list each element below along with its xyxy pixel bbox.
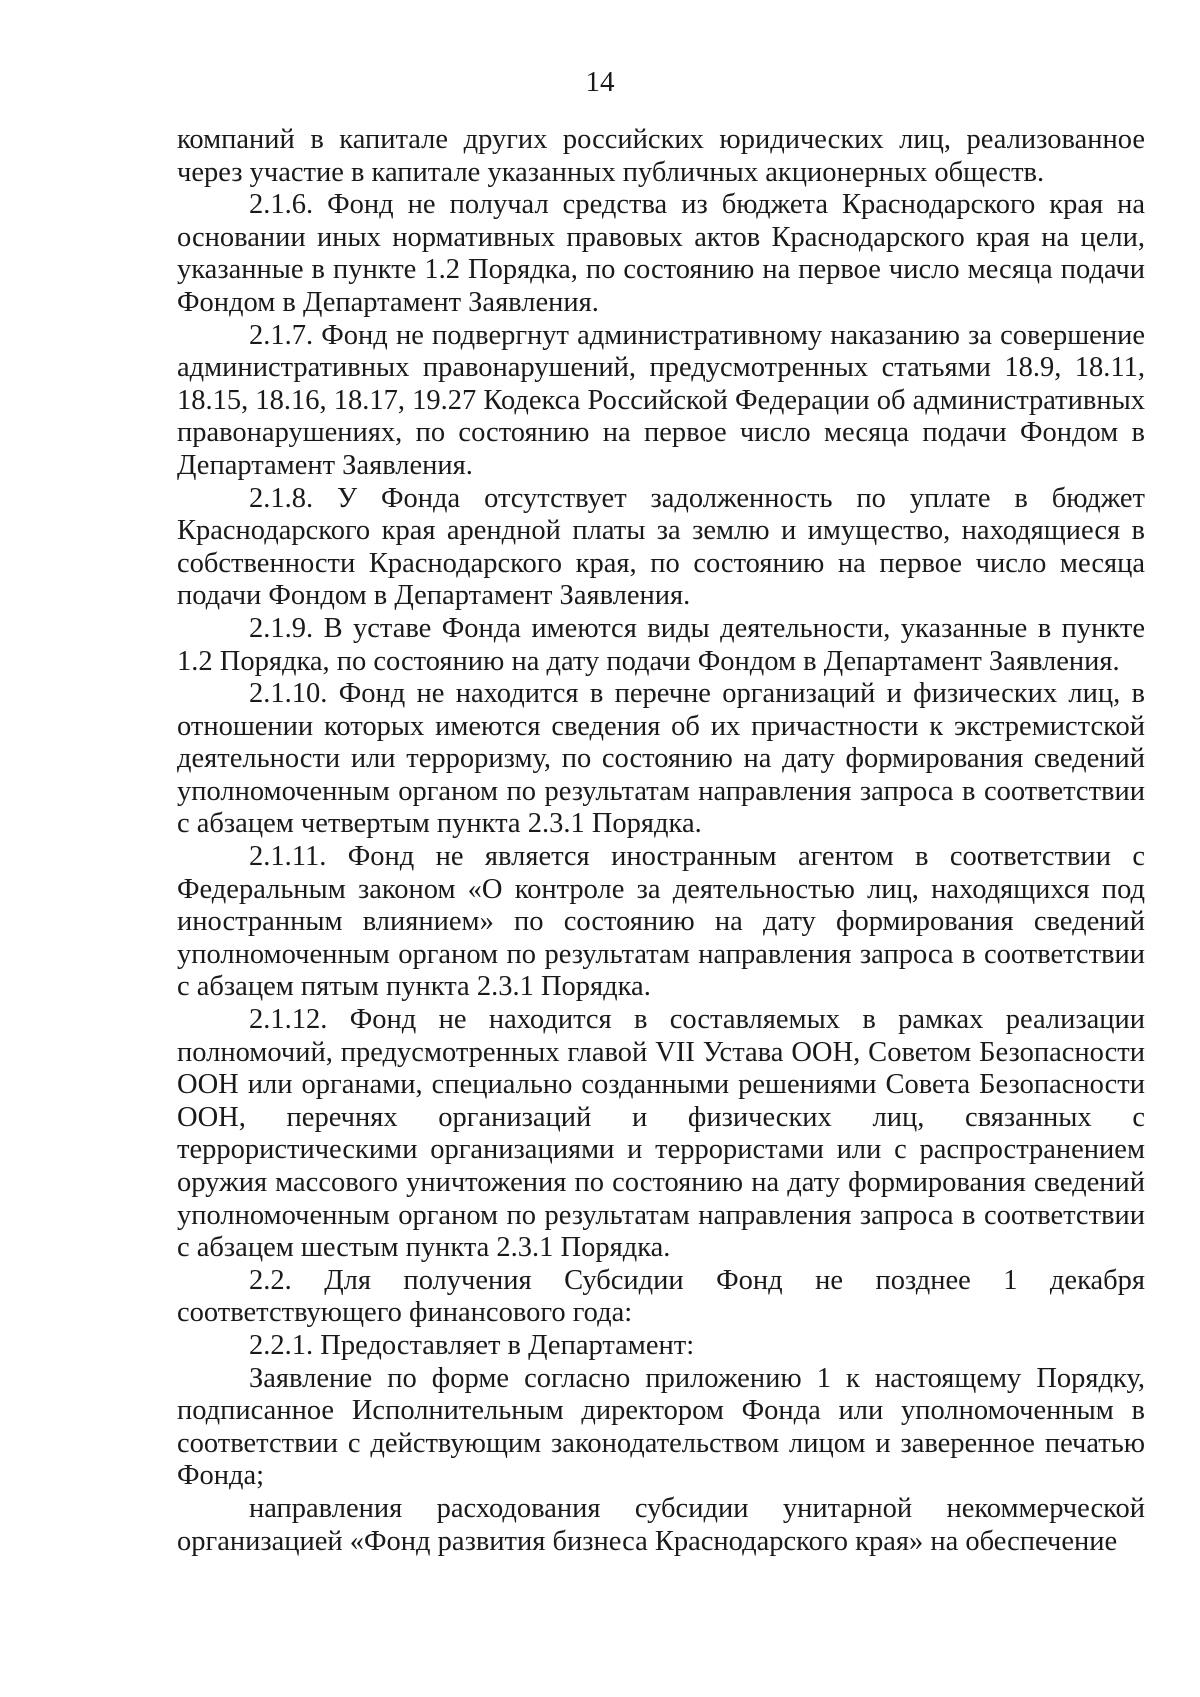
paragraph-2-1-6: 2.1.6. Фонд не получал средства из бюджета Краснодарского края на основании иных нормативных правовых актов Краснодарского края на цели, указанные в пункте 1.2 Порядка, по состоянию на первое число месяца подачи Фондом в Департамент Заявления. — [177, 189, 1145, 318]
paragraph-spending-directions: направления расходования субсидии унитарной некоммерческой организацией «Фонд развития бизнеса Краснодарского края» на обеспечение — [177, 1492, 1145, 1557]
paragraph-continuation: компаний в капитале других российских юридических лиц, реализованное через участие в капитале указанных публичных акционерных обществ. — [177, 124, 1145, 188]
paragraph-application: Заявление по форме согласно приложению 1 к настоящему Порядку, подписанное Исполнительным директором Фонда или уполномоченным в соответствии с действующим законодательством лицом и заверенное печатью Фонда; — [177, 1362, 1145, 1492]
page-number: 14 — [585, 66, 615, 98]
paragraph-2-1-10: 2.1.10. Фонд не находится в перечне организаций и физических лиц, в отношении которых имеются сведения об их причастности к экстремистской деятельности или терроризму, по состоянию на дату формирования сведений уполномоченным органом по результатам направления запроса в соответствии с абзацем четвертым пункта 2.3.1 Порядка. — [177, 678, 1145, 840]
paragraph-2-2-1: 2.2.1. Предоставляет в Департамент: — [249, 1329, 695, 1361]
paragraph-2-1-11: 2.1.11. Фонд не является иностранным агентом в соответствии с Федеральным законом «О контроле за деятельностью лиц, находящихся под иностранным влиянием» по состоянию на дату формирования сведений уполномоченным органом по результатам направления запроса в соответствии с абзацем пятым пункта 2.3.1 Порядка. — [177, 841, 1145, 1003]
paragraph-2-1-8: 2.1.8. У Фонда отсутствует задолженность по уплате в бюджет Краснодарского края арендной платы за землю и имущество, находящиеся в собственности Краснодарского края, по состоянию на первое число месяца подачи Фондом в Департамент Заявления. — [177, 482, 1145, 612]
paragraph-2-1-9: 2.1.9. В уставе Фонда имеются виды деятельности, указанные в пункте 1.2 Порядка, по состоянию на дату подачи Фондом в Департамент Заявления. — [177, 612, 1145, 677]
paragraph-2-2: 2.2. Для получения Субсидии Фонд не позднее 1 декабря соответствующего финансового года: — [177, 1264, 1145, 1329]
paragraph-2-1-7: 2.1.7. Фонд не подвергнут административному наказанию за совершение административных правонарушений, предусмотренных статьями 18.9, 18.11, 18.15, 18.16, 18.17, 19.27 Кодекса Российской Федерации об административных правонарушениях, по состоянию на первое число месяца подачи Фондом в Департамент Заявления. — [177, 319, 1145, 481]
document-body — [177, 124, 1145, 1558]
paragraph-2-1-12: 2.1.12. Фонд не находится в составляемых в рамках реализации полномочий, предусмотренных главой VII Устава ООН, Советом Безопасности ООН или органами, специально созданными решениями Совета Безопасности ООН, перечнях организаций и физических лиц, связанных с террористическими организациями и террористами или с распространением оружия массового уничтожения по состоянию на дату формирования сведений уполномоченным органом по результатам направления запроса в соответствии с абзацем шестым пункта 2.3.1 Порядка. — [177, 1004, 1145, 1264]
